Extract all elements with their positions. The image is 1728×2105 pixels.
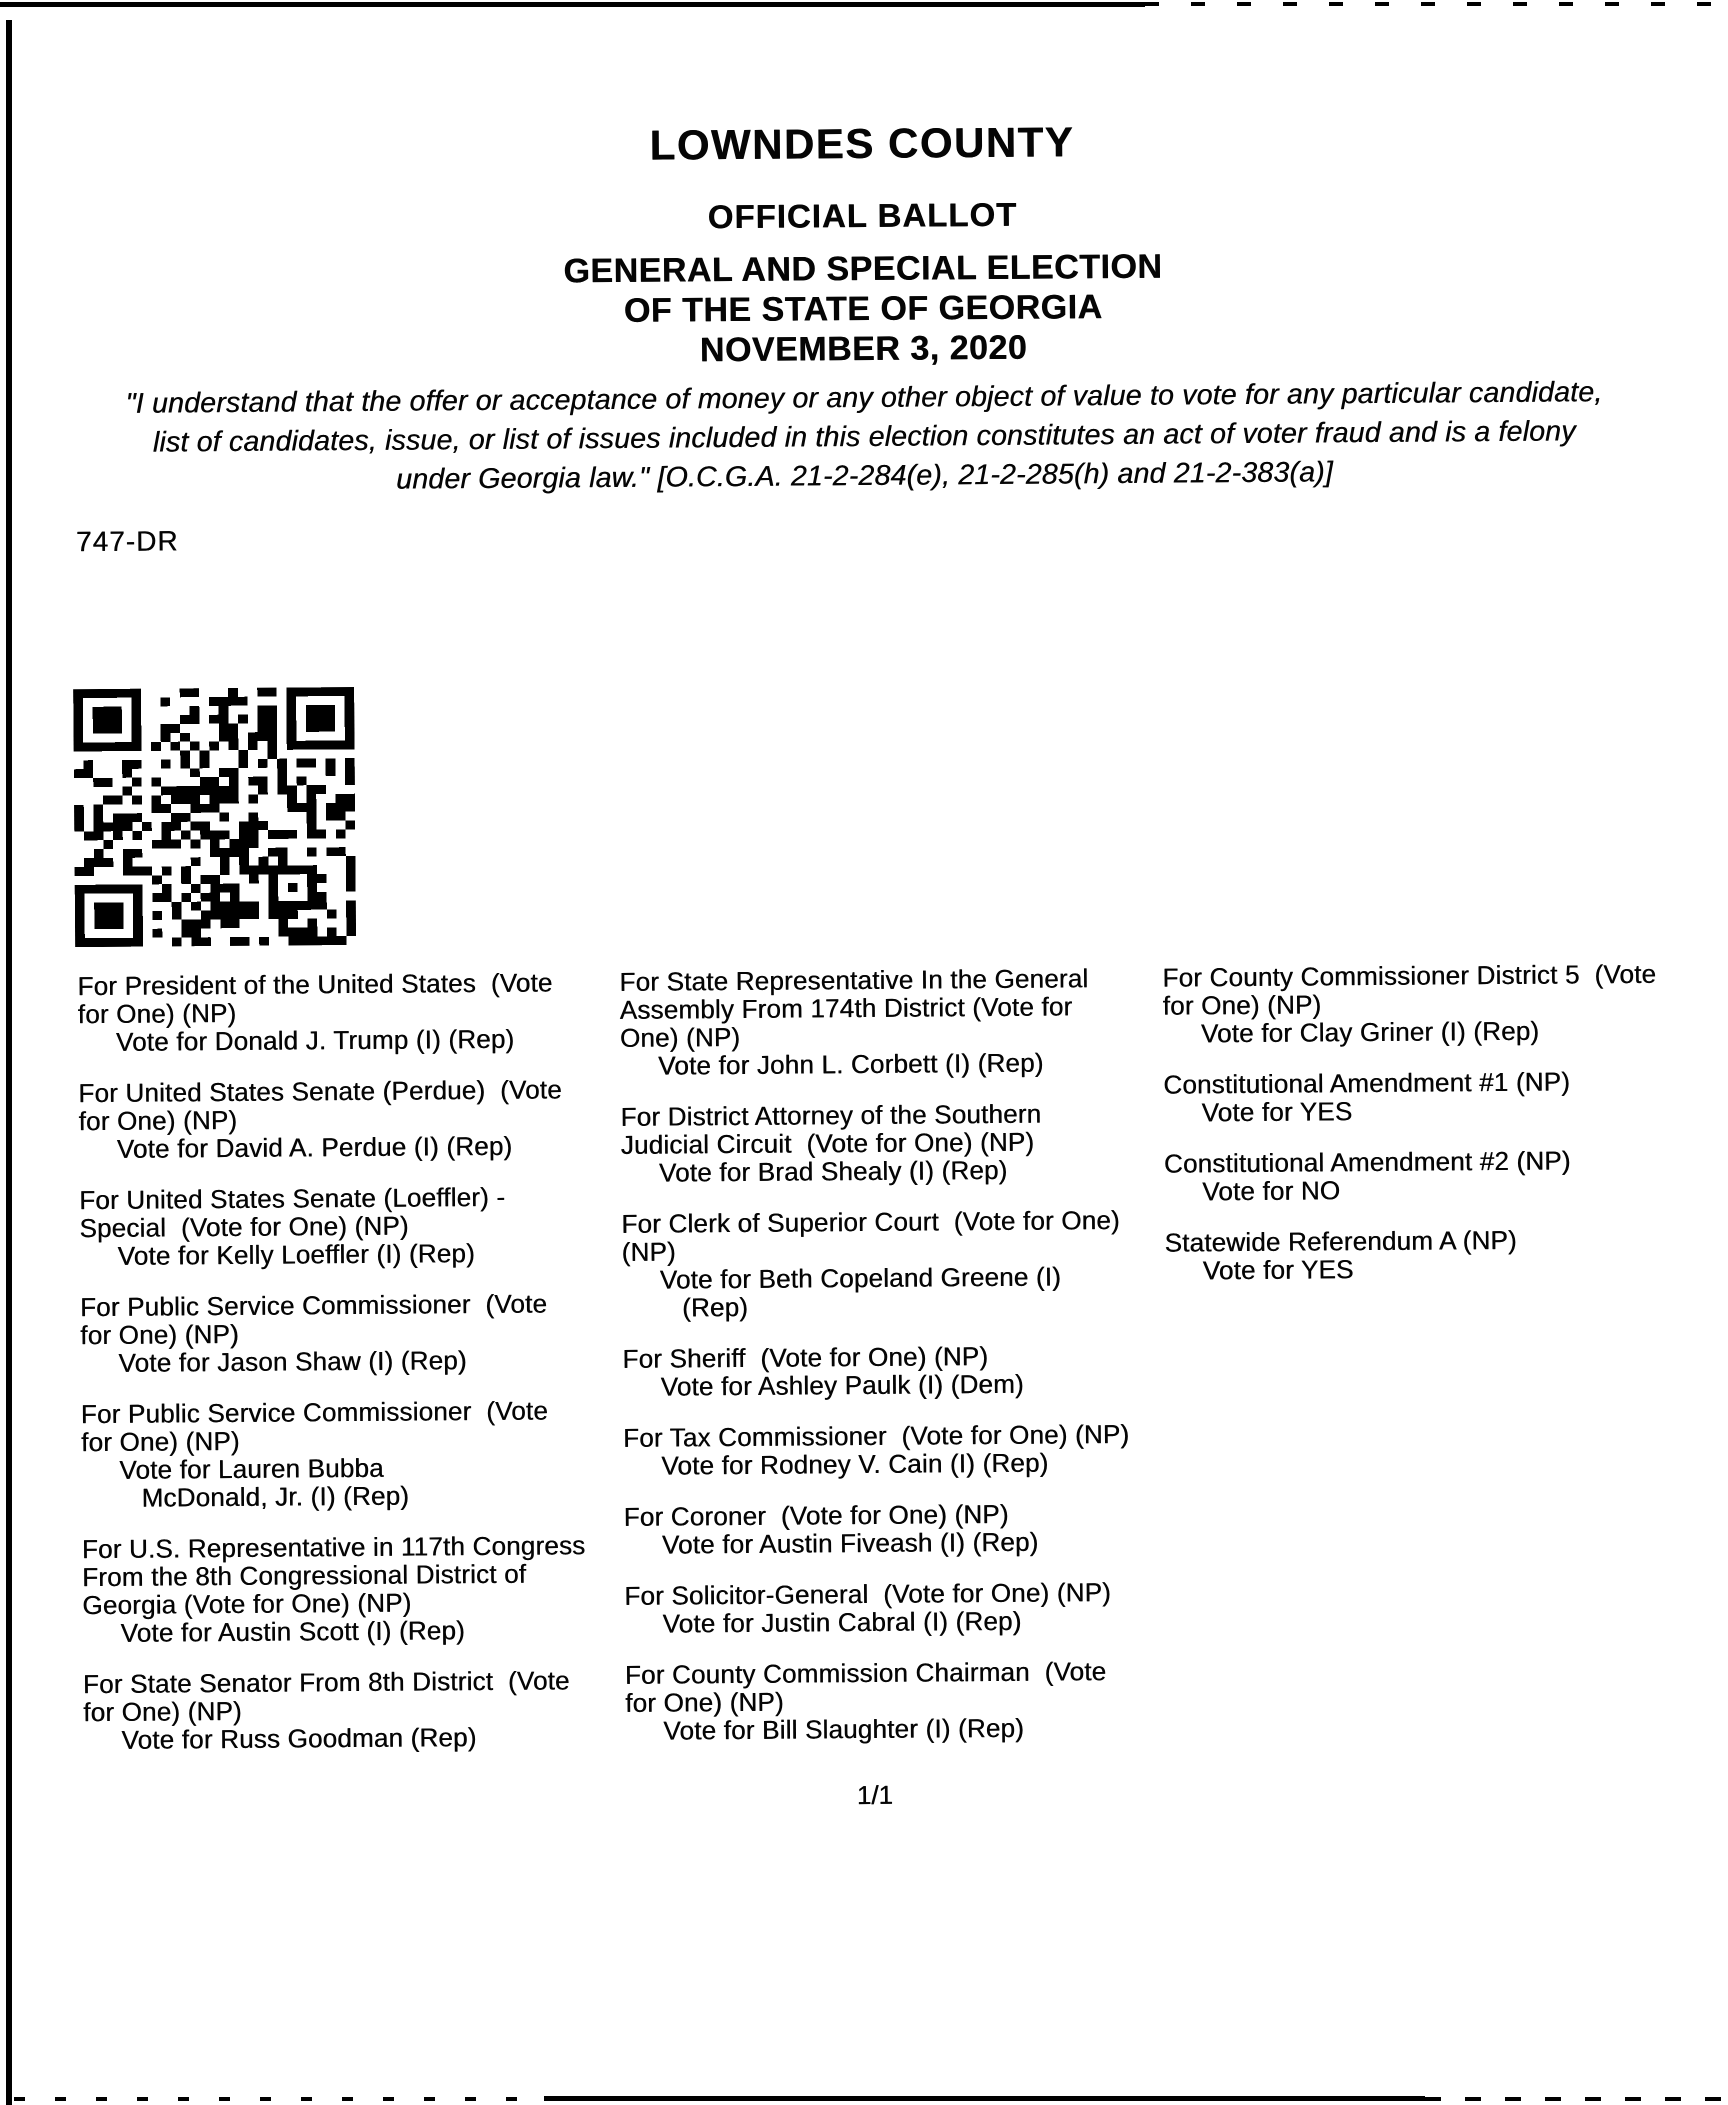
- contest-title: For Tax Commissioner (Vote for One) (NP): [622, 1418, 1130, 1453]
- contest-title: For U.S. Representative in 117th Congress From the 8th Congressional District of Georgia (Vote for One) (NP): [81, 1530, 586, 1621]
- contest: [77, 968, 630, 1056]
- contest-title: For Solicitor-General (Vote for One) (NP): [624, 1577, 1112, 1611]
- contest-title: For Sheriff (Vote for One) (NP): [622, 1341, 989, 1374]
- contest: [620, 1099, 1173, 1187]
- contest-vote-option: Vote for Brad Shealy (I) (Rep): [658, 1154, 1008, 1188]
- contest-vote-option: Vote for John L. Corbett (I) (Rep): [657, 1047, 1044, 1081]
- contest: [1162, 959, 1728, 1047]
- contest: [82, 1531, 635, 1647]
- contest-title: Constitutional Amendment #1 (NP): [1163, 1066, 1571, 1100]
- contest-vote-option: Vote for YES: [1201, 1096, 1353, 1128]
- contest-vote-option: Vote for Donald J. Trump (I) (Rep): [115, 1023, 515, 1057]
- contest-title: For State Representative In the General Assembly From 174th District (Vote for One) (NP): [619, 963, 1089, 1053]
- contest-vote-option: Vote for David A. Perdue (I) (Rep): [116, 1130, 513, 1164]
- contest: [1163, 1066, 1728, 1126]
- contest: [81, 1396, 634, 1512]
- election-title-line2: OF THE STATE OF GEORGIA: [623, 288, 1103, 330]
- contest: [83, 1666, 636, 1754]
- contest: [1164, 1224, 1728, 1284]
- contest: [79, 1182, 632, 1270]
- election-title-line1: GENERAL AND SPECIAL ELECTION: [563, 247, 1163, 291]
- contest-vote-option: Vote for Justin Cabral (I) (Rep): [662, 1605, 1022, 1639]
- contest: [621, 1206, 1174, 1322]
- contest-vote-option: Vote for Clay Griner (I) (Rep): [1200, 1015, 1540, 1049]
- ballot-column-3: [1162, 959, 1728, 1307]
- contest-title: For State Senator From 8th District (Vote for One) (NP): [82, 1665, 570, 1728]
- ballot-column-1: [77, 968, 635, 1777]
- contest-title: For Clerk of Superior Court (Vote for One) (NP): [621, 1204, 1120, 1267]
- ballot-column-2: [619, 964, 1177, 1768]
- contest: [1164, 1145, 1728, 1205]
- contest-vote-option: Vote for Austin Fiveash (I) (Rep): [661, 1526, 1039, 1560]
- contest: [624, 1499, 1176, 1559]
- election-date: NOVEMBER 3, 2020: [699, 328, 1028, 370]
- contest-vote-option: Vote for Jason Shaw (I) (Rep): [118, 1345, 467, 1378]
- contest-vote-option: Vote for Kelly Loeffler (I) (Rep): [117, 1238, 475, 1271]
- contest-vote-option: Vote for YES: [1202, 1254, 1354, 1286]
- contest-vote-option: Vote for Russ Goodman (Rep): [121, 1722, 477, 1755]
- ballot-style-code: 747-DR: [75, 525, 179, 558]
- contest-title: For United States Senate (Loeffler) - Special (Vote for One) (NP): [79, 1181, 506, 1244]
- disclaimer-line-3: under Georgia law." [O.C.G.A. 21-2-284(e), 21-2-285(h) and 21-2-383(a)]: [395, 456, 1333, 496]
- election-title: [4, 242, 1723, 375]
- contest-vote-option: Vote for Austin Scott (I) (Rep): [120, 1615, 466, 1648]
- contest-vote-option: Vote for Rodney V. Cain (I) (Rep): [661, 1447, 1049, 1481]
- contest-title: For Public Service Commissioner (Vote for One) (NP): [80, 1395, 549, 1458]
- contest-vote-option: Vote for Beth Copeland Greene (I) (Rep): [659, 1261, 1062, 1323]
- contest: [623, 1420, 1175, 1480]
- contest: [619, 964, 1172, 1080]
- disclaimer-line-1: "I understand that the offer or acceptance of money or any other object of value to vote for any particular candidate,: [125, 376, 1603, 420]
- contest-title: For President of the United States (Vote for One) (NP): [77, 967, 553, 1030]
- contest-vote-option: Vote for NO: [1202, 1175, 1341, 1207]
- disclaimer-line-2: list of candidates, issue, or list of issues included in this election constitutes an act of voter fraud and is a felony: [152, 415, 1576, 459]
- contest-title: For Public Service Commissioner (Vote for One) (NP): [79, 1288, 548, 1351]
- contest-title: Statewide Referendum A (NP): [1164, 1224, 1517, 1258]
- contest: [78, 1075, 631, 1163]
- contest-title: For County Commissioner District 5 (Vote for One) (NP): [1162, 958, 1657, 1021]
- contest-title: For Coroner (Vote for One) (NP): [623, 1498, 1009, 1532]
- contest: [622, 1341, 1174, 1401]
- page-number: 1/1: [856, 1779, 894, 1811]
- contest: [80, 1289, 633, 1377]
- contest: [624, 1578, 1176, 1638]
- county-title: LOWNDES COUNTY: [649, 118, 1075, 169]
- contest-vote-option: Vote for Lauren Bubba McDonald, Jr. (I) (Rep): [119, 1452, 410, 1513]
- qr-code: [73, 687, 356, 947]
- contest-title: For United States Senate (Perdue) (Vote for One) (NP): [78, 1074, 562, 1137]
- contest-title: Constitutional Amendment #2 (NP): [1163, 1145, 1571, 1179]
- contest-title: For County Commission Chairman (Vote for One) (NP): [624, 1656, 1107, 1718]
- contest: [625, 1657, 1178, 1745]
- voter-fraud-disclaimer: [5, 372, 1724, 502]
- contest-vote-option: Vote for Ashley Paulk (I) (Dem): [660, 1368, 1024, 1402]
- official-ballot-title: OFFICIAL BALLOT: [707, 195, 1018, 236]
- contest-vote-option: Vote for Bill Slaughter (I) (Rep): [663, 1712, 1025, 1746]
- contest-title: For District Attorney of the Southern Judicial Circuit (Vote for One) (NP): [620, 1098, 1042, 1160]
